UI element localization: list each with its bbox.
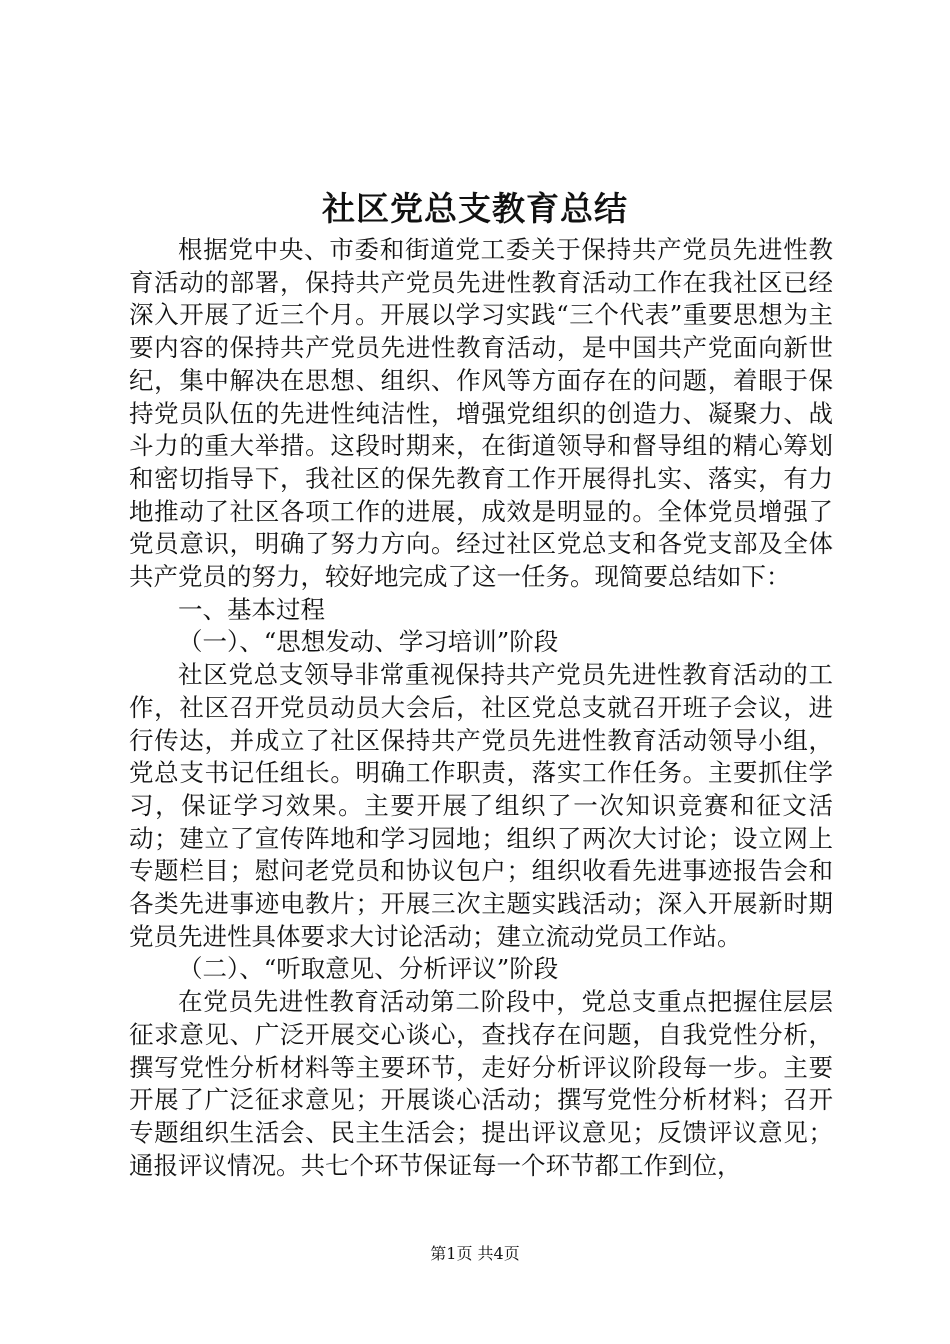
document-body xyxy=(129,234,833,1182)
section-heading-basic-process: 一、基本过程 xyxy=(178,594,325,624)
intro-paragraph: 根据党中央、市委和街道党工委关于保持共产党员先进性教育活动的部署，保持共产党员先进性教育活动工作在我社区已经深入开展了近三个月。开展以学习实践“三个代表”重要思想为主要内容的保持共产党员先进性教育活动，是中国共产党面向新世纪，集中解决在思想、组织、作风等方面存在的问题，着眼于保持党员队伍的先进性纯洁性，增强党组织的创造力、凝聚力、战斗力的重大举措。这段时期来，在街道领导和督导组的精心筹划和密切指导下，我社区的保先教育工作开展得扎实、落实，有力地推动了社区各项工作的进展，成效是明显的。全体党员增强了党员意识，明确了努力方向。经过社区党总支和各党支部及全体共产党员的努力，较好地完成了这一任务。现简要总结如下： xyxy=(129,235,833,592)
subsection-heading-stage-two: （二）、“听取意见、分析评议”阶段 xyxy=(178,954,559,984)
subsection-heading-stage-one: （一）、“思想发动、学习培训”阶段 xyxy=(178,627,559,657)
stage-one-paragraph: 社区党总支领导非常重视保持共产党员先进性教育活动的工作，社区召开党员动员大会后，社区党总支就召开班子会议，进行传达，并成立了社区保持共产党员先进性教育活动领导小组，党总支书记任组长。明确工作职责，落实工作任务。主要抓住学习，保证学习效果。主要开展了组织了一次知识竞赛和征文活动；建立了宣传阵地和学习园地；组织了两次大讨论；设立网上专题栏目；慰问老党员和协议包户；组织收看先进事迹报告会和各类先进事迹电教片；开展三次主题实践活动；深入开展新时期党员先进性具体要求大讨论活动；建立流动党员工作站。 xyxy=(129,660,833,951)
stage-two-paragraph: 在党员先进性教育活动第二阶段中，党总支重点把握住层层征求意见、广泛开展交心谈心，查找存在问题，自我党性分析，撰写党性分析材料等主要环节，走好分析评议阶段每一步。主要开展了广泛征求意见；开展谈心活动；撰写党性分析材料；召开专题组织生活会、民主生活会；提出评议意见；反馈评议意见；通报评议情况。共七个环节保证每一个环节都工作到位， xyxy=(129,987,833,1180)
document-title: 社区党总支教育总结 xyxy=(322,189,628,228)
page-number-footer: 第1页 共4页 xyxy=(430,1244,520,1263)
